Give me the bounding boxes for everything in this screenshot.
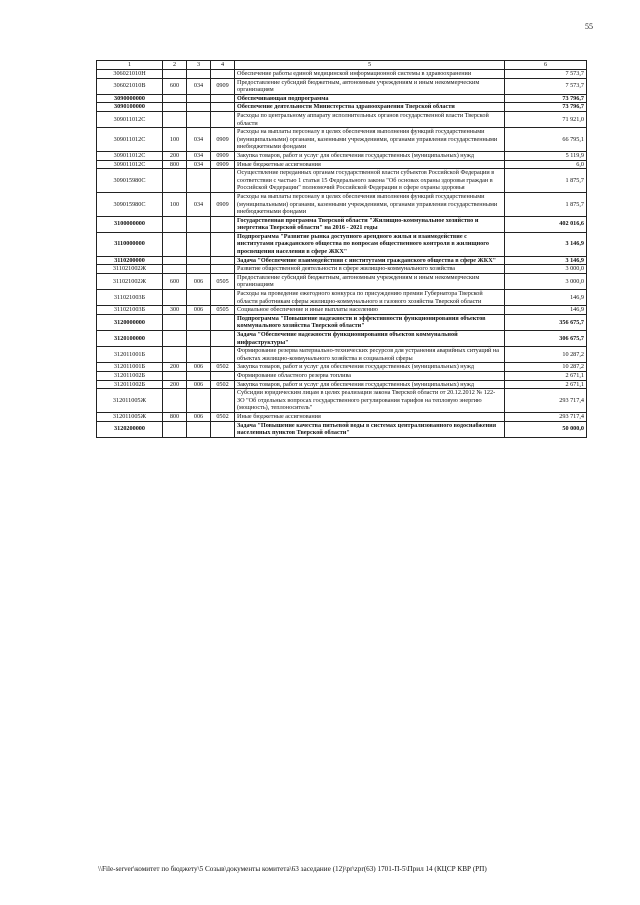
code-cell: 309011012С [97,111,163,127]
header-col-1: 1 [97,61,163,70]
amount-cell: 10 287,2 [505,363,587,372]
rz-cell: 034 [187,128,211,152]
name-cell: Иные бюджетные ассигнования [235,412,505,421]
code-cell: 312011005Ж [97,389,163,413]
name-cell: Предоставление субсидий бюджетным, автономным учреждениям и иным некоммерческим организациям [235,78,505,94]
pr-cell [211,389,235,413]
rz-cell: 006 [187,306,211,315]
vr-cell [163,389,187,413]
amount-cell: 10 287,2 [505,347,587,363]
rz-cell: 034 [187,192,211,216]
header-col-5: 5 [235,61,505,70]
rz-cell [187,232,211,256]
budget-table [96,60,587,438]
name-cell: Субсидии юридическим лицам в целях реализации закона Тверской области от 20.12.2012 № 122-ЗО "Об отдельных вопросах государственного регулирования тарифов на тепловую энергию (мощность), теплоноситель" [235,389,505,413]
pr-cell [211,265,235,274]
rz-cell [187,256,211,265]
rz-cell [187,169,211,193]
table-row [97,151,587,160]
code-cell: 3110000000 [97,232,163,256]
vr-cell [163,290,187,306]
vr-cell: 200 [163,363,187,372]
pr-cell: 0505 [211,273,235,289]
pr-cell [211,216,235,232]
table-row [97,70,587,79]
rz-cell [187,421,211,437]
vr-cell: 300 [163,306,187,315]
name-cell: Обеспечение деятельности Министерства здравоохранения Тверской области [235,103,505,112]
name-cell: Задача "Обеспечение взаимодействия с институтами гражданского общества в сфере ЖКХ" [235,256,505,265]
table-row [97,306,587,315]
name-cell: Обеспечивающая подпрограмма [235,94,505,103]
vr-cell [163,70,187,79]
table-row [97,169,587,193]
name-cell: Подпрограмма "Развитие рынка доступного арендного жилья и взаимодействие с институтами гражданского общества по вопросам общественного контроля в жилищного просвещения населения в сфере ЖКХ" [235,232,505,256]
amount-cell: 71 921,0 [505,111,587,127]
table-row [97,421,587,437]
table-row [97,128,587,152]
name-cell: Осуществление переданных органам государственной власти субъектов Российской Федерации в соответствии с частью 1 статьи 15 Федерального закона "Об основах охраны здоровья граждан в Российской Федерации" полномочий Российской Федерации в сфере охраны здоровья [235,169,505,193]
rz-cell: 006 [187,412,211,421]
amount-cell: 73 796,7 [505,103,587,112]
code-cell: 311021002Ж [97,265,163,274]
header-col-4: 4 [211,61,235,70]
code-cell: 309015980С [97,169,163,193]
amount-cell: 356 675,7 [505,314,587,330]
amount-cell: 3 000,0 [505,273,587,289]
table-row [97,290,587,306]
table-row [97,216,587,232]
name-cell: Государственная программа Тверской области "Жилищно-коммунальное хозяйство и энергетика Тверской области" на 2016 - 2021 годы [235,216,505,232]
vr-cell [163,331,187,347]
pr-cell: 0909 [211,192,235,216]
vr-cell: 800 [163,412,187,421]
name-cell: Расходы на выплаты персоналу в целях обеспечения выполнения функций государственными (муниципальными) органами, казенными учреждениями, органами управления государственными внебюджетными фондами [235,128,505,152]
vr-cell: 600 [163,273,187,289]
name-cell: Закупка товаров, работ и услуг для обеспечения государственных (муниципальных) нужд [235,363,505,372]
amount-cell: 2 671,1 [505,371,587,380]
rz-cell [187,94,211,103]
amount-cell: 1 875,7 [505,192,587,216]
name-cell: Задача "Обеспечение надежности функционирования объектов коммунальной инфраструктуры" [235,331,505,347]
header-row [97,61,587,70]
rz-cell [187,103,211,112]
amount-cell: 1 875,7 [505,169,587,193]
table-row [97,111,587,127]
vr-cell [163,371,187,380]
name-cell: Закупка товаров, работ и услуг для обеспечения государственных (муниципальных) нужд [235,151,505,160]
amount-cell: 293 717,4 [505,412,587,421]
vr-cell: 200 [163,380,187,389]
pr-cell: 0502 [211,412,235,421]
name-cell: Расходы на проведение ежегодного конкурса по присуждению премии Губернатора Тверской области работникам сферы жилищно-коммунального и газового хозяйства Тверской области [235,290,505,306]
amount-cell: 146,9 [505,306,587,315]
pr-cell [211,103,235,112]
vr-cell [163,265,187,274]
table-row [97,347,587,363]
vr-cell [163,347,187,363]
code-cell: 3120200000 [97,421,163,437]
rz-cell [187,111,211,127]
name-cell: Развитие общественной деятельности в сфере жилищно-коммунального хозяйства [235,265,505,274]
amount-cell: 146,9 [505,290,587,306]
vr-cell [163,169,187,193]
pr-cell [211,111,235,127]
pr-cell: 0909 [211,78,235,94]
code-cell: 306021010Н [97,70,163,79]
pr-cell [211,256,235,265]
table-row [97,160,587,169]
table-row [97,371,587,380]
table-row [97,314,587,330]
code-cell: 3120100000 [97,331,163,347]
vr-cell [163,111,187,127]
code-cell: 312011001Б [97,347,163,363]
amount-cell: 3 000,0 [505,265,587,274]
pr-cell [211,232,235,256]
code-cell: 3100000000 [97,216,163,232]
pr-cell: 0909 [211,151,235,160]
vr-cell [163,103,187,112]
pr-cell [211,347,235,363]
table-row [97,256,587,265]
vr-cell [163,94,187,103]
pr-cell [211,290,235,306]
vr-cell [163,216,187,232]
amount-cell: 3 146,9 [505,232,587,256]
rz-cell [187,314,211,330]
code-cell: 311021002Ж [97,273,163,289]
pr-cell: 0505 [211,306,235,315]
table-row [97,192,587,216]
amount-cell: 73 796,7 [505,94,587,103]
code-cell: 3120000000 [97,314,163,330]
name-cell: Обеспечение работы единой медицинской информационной системы в здравоохранении [235,70,505,79]
rz-cell: 034 [187,78,211,94]
pr-cell [211,169,235,193]
code-cell: 311021003Б [97,306,163,315]
amount-cell: 3 146,9 [505,256,587,265]
amount-cell: 2 671,1 [505,380,587,389]
header-col-3: 3 [187,61,211,70]
pr-cell: 0502 [211,380,235,389]
vr-cell: 600 [163,78,187,94]
page-number: 55 [585,22,593,31]
amount-cell: 50 000,0 [505,421,587,437]
amount-cell: 7 573,7 [505,78,587,94]
rz-cell [187,347,211,363]
code-cell: 312011002Б [97,371,163,380]
table-row [97,232,587,256]
rz-cell: 034 [187,151,211,160]
code-cell: 309011012С [97,128,163,152]
pr-cell [211,371,235,380]
code-cell: 309011012С [97,151,163,160]
name-cell: Предоставление субсидий бюджетным, автономным учреждениям и иным некоммерческим организациям [235,273,505,289]
amount-cell: 306 675,7 [505,331,587,347]
code-cell: 3090000000 [97,94,163,103]
file-path-footer: \\File-server\комитет по бюджету\5 Созыв\документы комитета\63 заседание (12)\pr\zpr(63) 1701-П-5\Прил 14 (КЦСР КВР (РП) [98,865,487,873]
table-row [97,273,587,289]
code-cell: 3110200000 [97,256,163,265]
table-row [97,389,587,413]
code-cell: 312011002Б [97,380,163,389]
rz-cell: 034 [187,160,211,169]
vr-cell: 200 [163,151,187,160]
pr-cell: 0909 [211,128,235,152]
pr-cell: 0909 [211,160,235,169]
vr-cell [163,421,187,437]
vr-cell [163,314,187,330]
name-cell: Формирование областного резерва топлива [235,371,505,380]
rz-cell: 006 [187,380,211,389]
table-row [97,412,587,421]
pr-cell [211,421,235,437]
vr-cell [163,256,187,265]
table-row [97,94,587,103]
name-cell: Расходы на выплаты персоналу в целях обеспечения выполнения функций государственными (муниципальными) органами, казенными учреждениями, органами управления государственными внебюджетными фондами [235,192,505,216]
pr-cell [211,314,235,330]
table-row [97,380,587,389]
amount-cell: 5 119,9 [505,151,587,160]
code-cell: 3090100000 [97,103,163,112]
vr-cell: 100 [163,128,187,152]
vr-cell [163,232,187,256]
name-cell: Формирование резерва материально-технических ресурсов для устранения аварийных ситуаций на объектах жилищно-коммунального хозяйства и социальной сферы [235,347,505,363]
amount-cell: 293 717,4 [505,389,587,413]
code-cell: 312011005Ж [97,412,163,421]
table-row [97,363,587,372]
header-col-2: 2 [163,61,187,70]
rz-cell [187,216,211,232]
code-cell: 311021003Б [97,290,163,306]
amount-cell: 402 016,6 [505,216,587,232]
table-row [97,78,587,94]
header-col-6: 6 [505,61,587,70]
vr-cell: 100 [163,192,187,216]
rz-cell [187,290,211,306]
table-row [97,331,587,347]
code-cell: 306021010В [97,78,163,94]
amount-cell: 6,0 [505,160,587,169]
amount-cell: 66 795,1 [505,128,587,152]
name-cell: Социальное обеспечение и иные выплаты населению [235,306,505,315]
pr-cell: 0502 [211,363,235,372]
table-row [97,265,587,274]
code-cell: 309011012С [97,160,163,169]
rz-cell: 006 [187,363,211,372]
name-cell: Иные бюджетные ассигнования [235,160,505,169]
rz-cell [187,371,211,380]
pr-cell [211,94,235,103]
amount-cell: 7 573,7 [505,70,587,79]
name-cell: Расходы по центральному аппарату исполнительных органов государственной власти Тверской области [235,111,505,127]
rz-cell: 006 [187,273,211,289]
name-cell: Подпрограмма "Повышение надежности и эффективности функционирования объектов коммунального хозяйства Тверской области" [235,314,505,330]
rz-cell [187,265,211,274]
table-row [97,103,587,112]
rz-cell [187,70,211,79]
code-cell: 309015980С [97,192,163,216]
rz-cell [187,389,211,413]
pr-cell [211,70,235,79]
name-cell: Задача "Повышение качества питьевой воды в системах централизованного водоснабжения населенных пунктов Тверской области" [235,421,505,437]
name-cell: Закупка товаров, работ и услуг для обеспечения государственных (муниципальных) нужд [235,380,505,389]
code-cell: 312011001Б [97,363,163,372]
vr-cell: 800 [163,160,187,169]
rz-cell [187,331,211,347]
pr-cell [211,331,235,347]
